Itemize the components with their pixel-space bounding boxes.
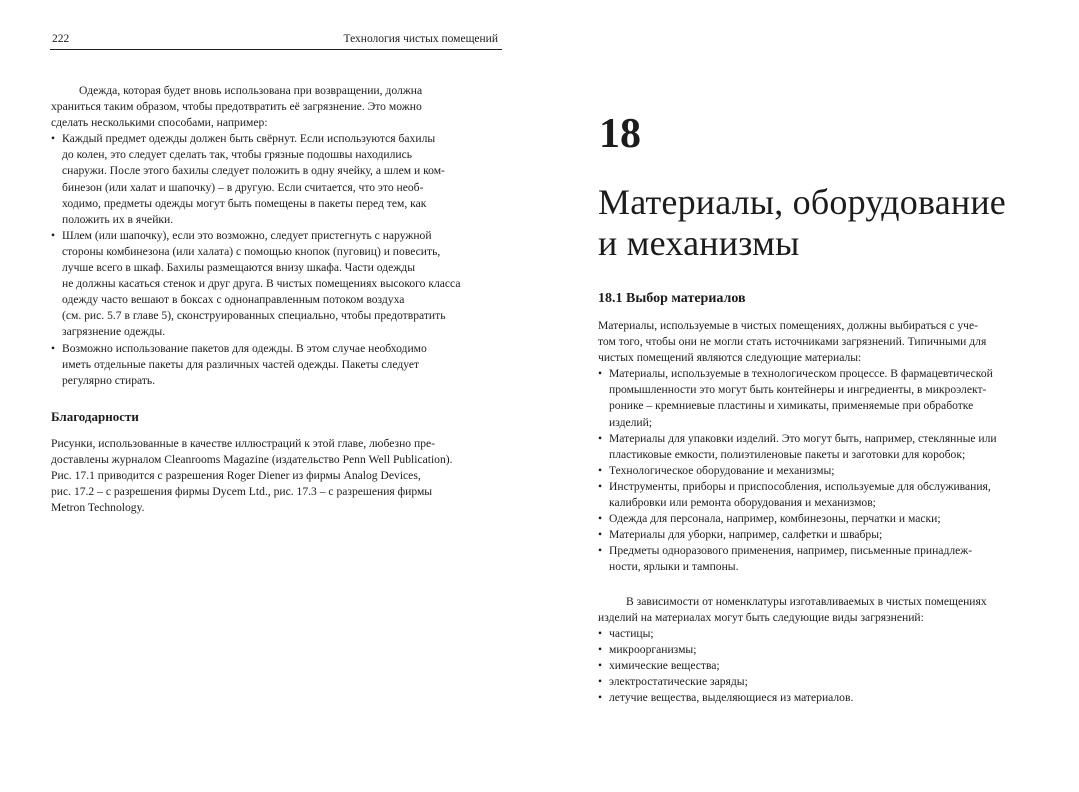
acknowledgements-heading: Благодарности [51,408,139,424]
list-item: • электростатические заряды; [598,674,1047,690]
materials-list [598,366,1047,575]
list-item: • Одежда для персонала, например, комбинезоны, перчатки и маски; [598,511,1047,527]
list-item: • химические вещества; [598,658,1047,674]
list-item: • частицы; [598,626,1047,642]
chapter-number: 18 [599,111,641,157]
list-item: • микроорганизмы; [598,642,1047,658]
list-item: • Предметы одноразового применения, например, письменные принадлеж- ности, ярлыки и тампоны. [598,543,1047,575]
contaminants-list [598,626,1047,706]
running-head [50,32,502,50]
list-item: • Материалы для уборки, например, салфетки и швабры; [598,527,1047,543]
list-item: • Технологическое оборудование и механизмы; [598,463,1047,479]
intro-paragraph: Одежда, которая будет вновь использована при возвращении, должна храниться таким образом, чтобы предотвратить её загрязнение. Это можно сделать несколькими способами, например: [51,84,423,130]
list-item: • Возможно использование пакетов для одежды. В этом случае необходимо иметь отдельные пакеты для различных частей одежды. Пакеты следует регулярно стирать. [51,341,501,389]
section-intro: Материалы, используемые в чистых помещениях, должны выбираться с уче- том того, чтобы они не могли стать источниками загрязнений. Типичными для чистых помещений являются следующие материалы: [598,319,987,365]
section-heading: 18.1 Выбор материалов [598,291,746,306]
garment-storage-list [51,131,501,389]
list-item: • Каждый предмет одежды должен быть свёрнут. Если используются бахилы до колен, это следует сделать так, чтобы грязные подошвы находились снаружи. После этого бахилы следует положить в одну ячейку, а шлем и ком- бинезон (или халат и шапочку) – в другую. Если считается, что это необ- ходимо, предметы одежды могут быть помещены в пакеты перед тем, как положить их в ячейки. [51,131,501,228]
contamination-paragraph: В зависимости от номенклатуры изготавливаемых в чистых помещениях изделий на материалах могут быть следующие виды загрязнений: [598,594,987,624]
list-item: • Материалы, используемые в технологическом процессе. В фармацевтической промышленности это могут быть контейнеры и ингредиенты, в микроэлект- ронике – кремниевые пластины и химикаты, применяемые при обработке изделий; [598,366,1047,430]
list-item: • Материалы для упаковки изделий. Это могут быть, например, стеклянные или пластиковые емкости, полиэтиленовые пакеты и заготовки для коробок; [598,431,1047,463]
list-item: • Инструменты, приборы и приспособления, используемые для обслуживания, калибровки или ремонта оборудования и механизмов; [598,479,1047,511]
right-column [598,290,1047,706]
right-page [540,0,1079,792]
running-title: Технология чистых помещений [343,33,498,45]
page-number: 222 [52,33,70,45]
chapter-title: Материалы, оборудование и механизмы [598,182,1006,263]
left-column [51,83,501,516]
list-item: • летучие вещества, выделяющиеся из материалов. [598,690,1047,706]
list-item: • Шлем (или шапочку), если это возможно, следует пристегнуть с наружной стороны комбинезона (или халата) с помощью кнопок (пуговиц) и повесить, лучше всего в шкаф. Бахилы размещаются внизу шкафа. Части одежды не должны касаться стенок и друг друга. В чистых помещениях высокого класса одежду часто вешают в боксах с однонаправленным потоком воздуха (см. рис. 5.7 в главе 5), сконструированных специально, чтобы предотвратить загрязнение одежды. [51,228,501,341]
acknowledgements-text: Рисунки, использованные в качестве иллюстраций к этой главе, любезно пре- доставлены журналом Cleanrooms Magazine (издательство Penn Well Publication). Рис. 17.1 приводится с разрешения Roger Diener из фирмы Analog Devices, рис. 17.2 – с разрешения фирмы Dycem Ltd., рис. 17.3 – с разрешения фирмы Metron Technology. [51,436,453,515]
